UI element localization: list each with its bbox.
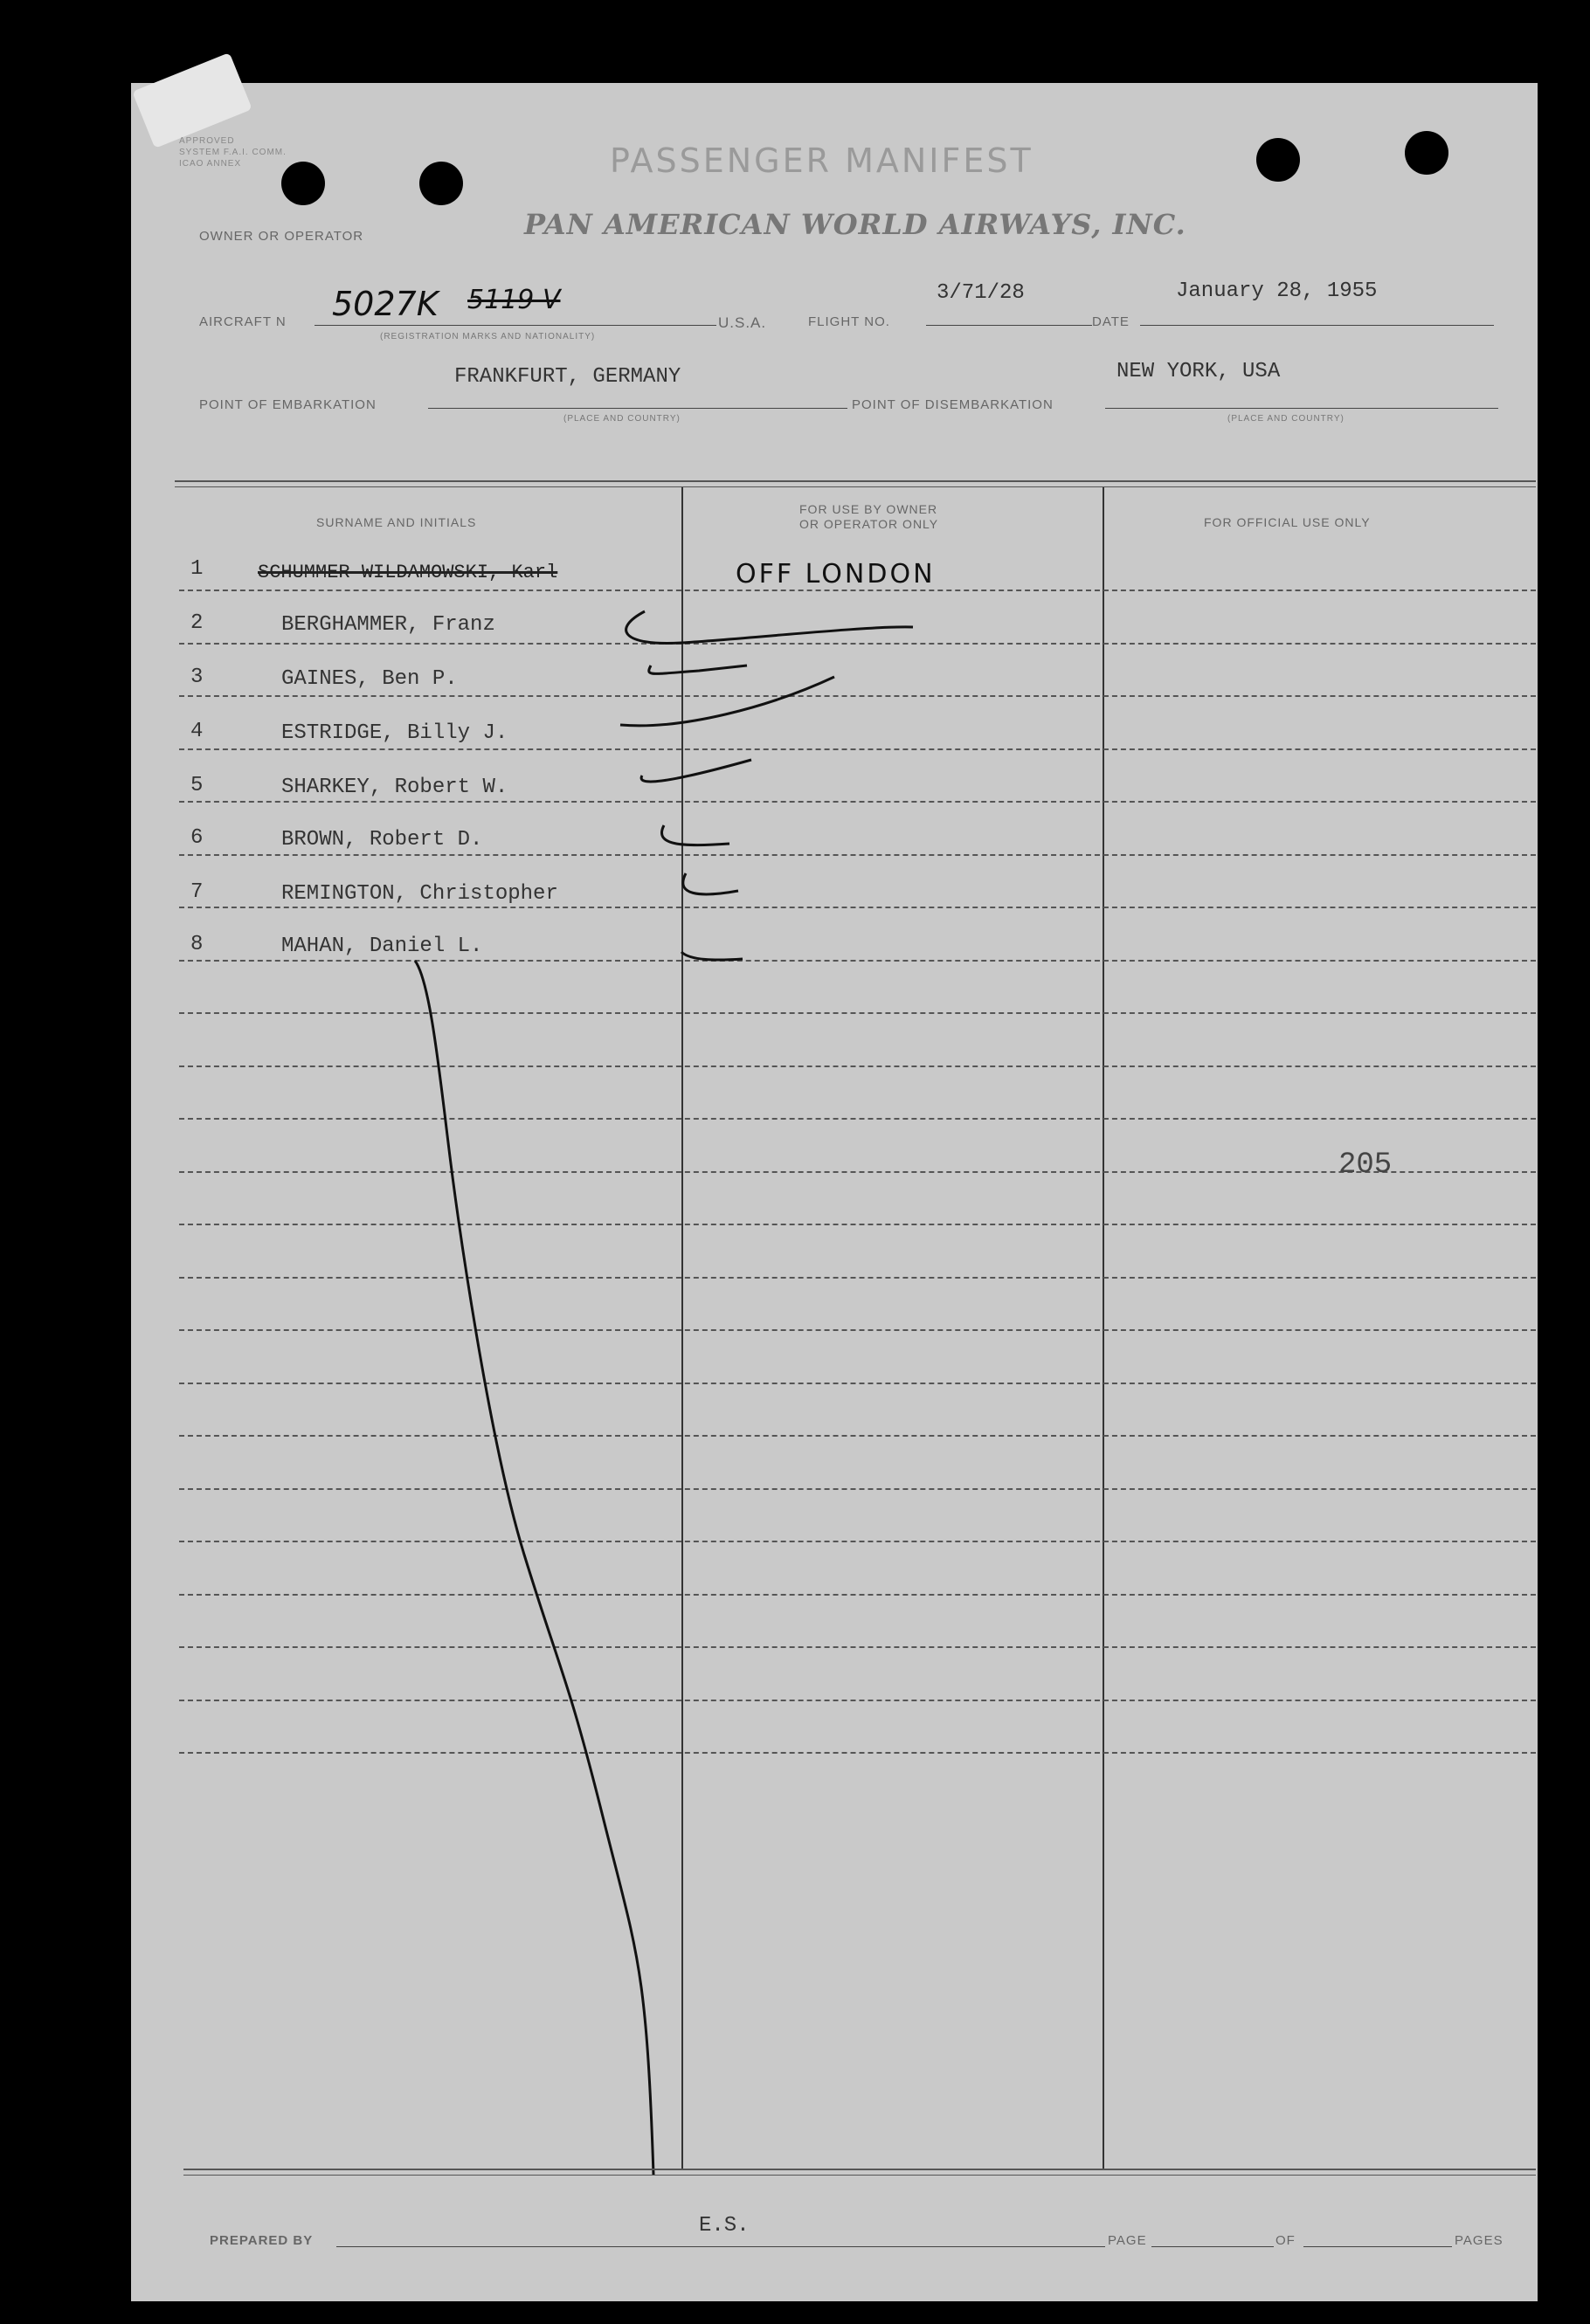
disembarkation-value: NEW YORK, USA (1116, 360, 1281, 383)
passenger-note: OFF LONDON (736, 559, 936, 590)
prepared-by-label: PREPARED BY (210, 2233, 314, 2248)
checkmark (641, 760, 751, 782)
disembarkation-sub-label: (PLACE AND COUNTRY) (1227, 414, 1345, 424)
row-number: 7 (190, 880, 204, 904)
owner-column-header: FOR USE BY OWNER (799, 502, 938, 516)
page-title: PASSENGER MANIFEST (610, 141, 1034, 180)
usa-label: U.S.A. (718, 314, 767, 331)
prepared-by-value: E.S. (699, 2214, 750, 2238)
table-bottom-rule (183, 2175, 1536, 2176)
row-number: 4 (190, 720, 204, 743)
operator-name: PAN AMERICAN WORLD AIRWAYS, INC. (524, 208, 1186, 241)
embarkation-sub-label: (PLACE AND COUNTRY) (563, 414, 681, 424)
date-label: DATE (1092, 314, 1130, 329)
owner-label: OWNER OR OPERATOR (199, 229, 364, 244)
passenger-name: BERGHAMMER, Franz (281, 613, 495, 637)
passenger-name: GAINES, Ben P. (281, 667, 458, 691)
of-label: OF (1275, 2233, 1296, 2248)
stamp-line: ICAO ANNEX (179, 159, 242, 169)
pages-label: PAGES (1455, 2233, 1504, 2248)
passenger-name: SHARKEY, Robert W. (281, 776, 508, 799)
row-number: 2 (190, 611, 204, 635)
passenger-name: BROWN, Robert D. (281, 828, 483, 852)
ditto-line (415, 961, 653, 2175)
official-number: 205 (1338, 1148, 1393, 1182)
embarkation-value: FRANKFURT, GERMANY (454, 365, 681, 389)
aircraft-number-struck: 5119-V (467, 285, 561, 315)
page-label: PAGE (1108, 2233, 1147, 2248)
checkmark (661, 825, 729, 845)
aircraft-label: AIRCRAFT N (199, 314, 287, 329)
official-column-header: FOR OFFICIAL USE ONLY (1204, 515, 1371, 529)
surname-column-header: SURNAME AND INITIALS (316, 515, 477, 529)
owner-column-header: OR OPERATOR ONLY (799, 517, 939, 531)
stamp-line: APPROVED (179, 136, 235, 146)
flight-label: FLIGHT NO. (808, 314, 890, 329)
passenger-name: REMINGTON, Christopher (281, 882, 558, 906)
aircraft-number: 5027K (332, 285, 439, 323)
checkmark (681, 952, 743, 960)
prepared-by-underline (336, 2246, 1105, 2247)
stamp-line: SYSTEM F.A.I. COMM. (179, 148, 287, 157)
row-number: 8 (190, 933, 204, 956)
of-underline (1303, 2246, 1452, 2247)
row-number: 1 (190, 557, 204, 581)
aircraft-sub-label: (REGISTRATION MARKS AND NATIONALITY) (380, 332, 596, 341)
table-bottom-rule (183, 2169, 1536, 2170)
passenger-name: MAHAN, Daniel L. (281, 934, 483, 958)
embarkation-label: POINT OF EMBARKATION (199, 397, 377, 412)
disembarkation-label: POINT OF DISEMBARKATION (852, 397, 1054, 412)
row-number: 6 (190, 826, 204, 850)
checkmark (626, 611, 913, 644)
passenger-name: ESTRIDGE, Billy J. (281, 721, 508, 745)
flight-number: 3/71/28 (937, 281, 1025, 305)
checkmark (683, 873, 738, 894)
flight-date: January 28, 1955 (1176, 279, 1378, 303)
row-number: 5 (190, 774, 204, 797)
page-underline (1151, 2246, 1274, 2247)
checkmark (620, 677, 834, 726)
row-number: 3 (190, 665, 204, 689)
passenger-name-struck: SCHUMMER WILDAMOWSKI, Karl (258, 562, 558, 583)
checkmark (649, 665, 747, 673)
